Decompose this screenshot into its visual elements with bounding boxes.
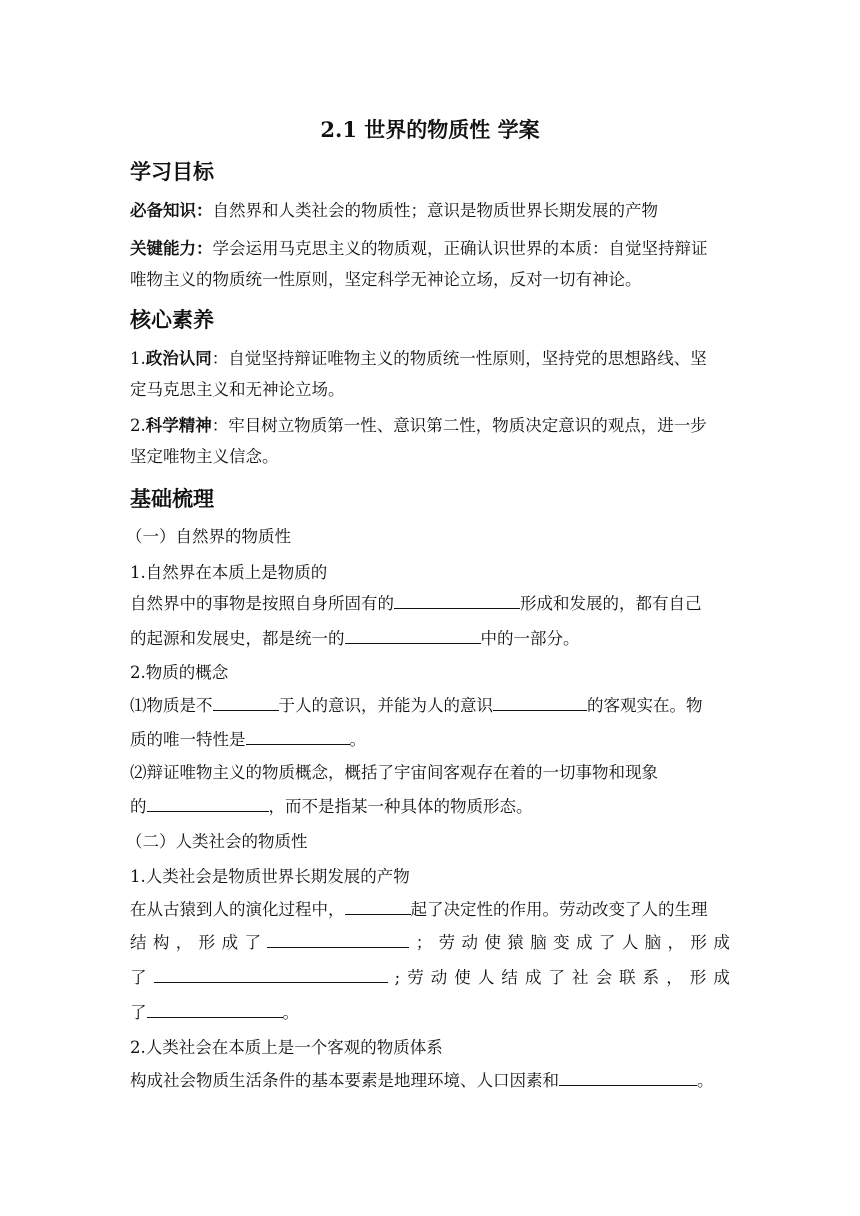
char: 联 [619,968,636,987]
char: 成 [713,933,730,952]
heading-basics: 基础梳理 [130,486,214,511]
fill-blank[interactable] [394,591,520,609]
char: ； [415,933,433,952]
char: 人 [621,933,639,952]
text: 了 [130,1003,147,1022]
char: 形 [689,968,707,987]
essential-label: 必备知识： [130,201,213,220]
char: 成 [221,933,239,952]
fill-blank[interactable] [493,693,587,711]
char: 使 [484,933,501,952]
char: 构 [152,933,170,952]
objective-ability-line1 [130,236,708,262]
objective-ability-line2: 唯物主义的物质统一性原则，坚定科学无神论立场，反对一切有神论。 [130,270,642,289]
char: 结 [130,933,147,952]
char: 了 [244,933,261,952]
text: ，而不是指某一种具体的物质形态。 [268,797,533,816]
char: 变 [553,933,570,952]
fill-blank[interactable] [345,897,411,915]
text: 的起源和发展史，都是统一的 [130,629,345,648]
literacy-item1-line1 [130,346,707,372]
char: 成 [713,968,730,987]
essential-text: 自然界和人类社会的物质性；意识是物质世界长期发展的产物 [212,201,658,220]
literacy-item2-line2: 坚定唯物主义信念。 [130,447,279,466]
point1-line2 [130,626,580,652]
point3-line2 [130,794,533,820]
literacy-item1-line2: 定马克思主义和无神论立场。 [130,380,345,399]
char: ; [394,968,401,987]
text: 在从古猿到人的演化过程中， [130,900,345,919]
heading-literacy: 核心素养 [130,307,214,332]
char: 形 [690,933,707,952]
ability-label: 关键能力： [130,239,213,258]
char: 脑 [530,933,547,952]
fill-blank[interactable] [345,626,481,644]
text: 构成社会物质生活条件的基本要素是地理环境、人口因素和 [130,1071,559,1090]
char: 脑 [644,933,662,952]
point2-title: 2.物质的概念 [130,663,229,682]
char: 劳 [407,968,424,987]
char: 成 [524,968,542,987]
char: 了 [598,933,616,952]
point4-line2 [130,930,730,956]
text: 形成和发展的，都有自己 [520,594,702,613]
text: 。 [282,1003,299,1022]
point1-line1 [130,591,702,617]
text: 的 [130,797,147,816]
char: 系 [642,968,660,987]
point5-title: 2.人类社会在本质上是一个客观的物质体系 [130,1038,443,1057]
objective-essential [130,198,658,224]
fill-blank[interactable] [213,693,279,711]
text: 于人的意识，并能为人的意识 [278,696,493,715]
char: ， [175,933,193,952]
item1-label: 政治认同 [145,349,212,368]
char: 猿 [507,933,524,952]
point4-line1 [130,897,708,923]
fill-blank[interactable] [154,965,388,983]
char: 了 [130,968,147,987]
char: 会 [595,968,613,987]
item2-number: 2. [130,416,146,435]
item2-label: 科学精神 [145,416,212,435]
fill-blank[interactable] [267,930,409,948]
fill-blank[interactable] [147,794,269,812]
page-title: 2.1 世界的物质性 学案 [320,117,540,142]
text: 起了决定性的作用。劳动改变了人的生理 [410,900,708,919]
char: 人 [477,968,495,987]
text: 自然界中的事物是按照自身所固有的 [130,594,394,613]
char: 形 [198,933,216,952]
literacy-item2-line1 [130,413,707,439]
item1-text-1: ：自觉坚持辩证唯物主义的物质统一性原则，坚持党的思想路线、坚 [211,349,707,368]
text: 的客观实在。物 [587,696,703,715]
char: 使 [454,968,471,987]
point2-line2 [130,727,366,753]
heading-objectives: 学习目标 [130,159,214,184]
point4-title: 1.人类社会是物质世界长期发展的产物 [130,867,410,886]
point4-line3 [130,965,730,991]
char: 社 [572,968,589,987]
section1-title: （一）自然界的物质性 [126,527,291,546]
point5-line1 [130,1068,714,1094]
item1-number: 1. [130,349,146,368]
text: ⑴物质是不 [130,696,213,715]
text: 。 [697,1071,714,1090]
fill-blank[interactable] [559,1068,697,1086]
point2-line1 [130,693,703,719]
point4-line4 [130,1000,299,1026]
item2-text-1: ：牢目树立物质第一性、意识第二性，物质决定意识的观点，进一步 [211,416,707,435]
char: ， [667,933,685,952]
fill-blank[interactable] [246,727,350,745]
point3-line1: ⑵辩证唯物主义的物质概念，概括了宇宙间客观存在着的一切事物和现象 [130,763,658,782]
char: 动 [430,968,448,987]
text: 。 [349,730,366,749]
char: 了 [548,968,565,987]
section2-title: （二）人类社会的物质性 [126,832,308,851]
text: 中的一部分。 [480,629,580,648]
char: 动 [461,933,479,952]
char: 结 [501,968,518,987]
char: ， [666,968,683,987]
ability-text-1: 学会运用马克思主义的物质观，正确认识世界的本质：自觉坚持辩证 [212,239,708,258]
fill-blank[interactable] [147,1000,283,1018]
text: 质的唯一特性是 [130,730,246,749]
char: 劳 [438,933,456,952]
char: 成 [575,933,593,952]
point1-title: 1.自然界在本质上是物质的 [130,563,328,582]
